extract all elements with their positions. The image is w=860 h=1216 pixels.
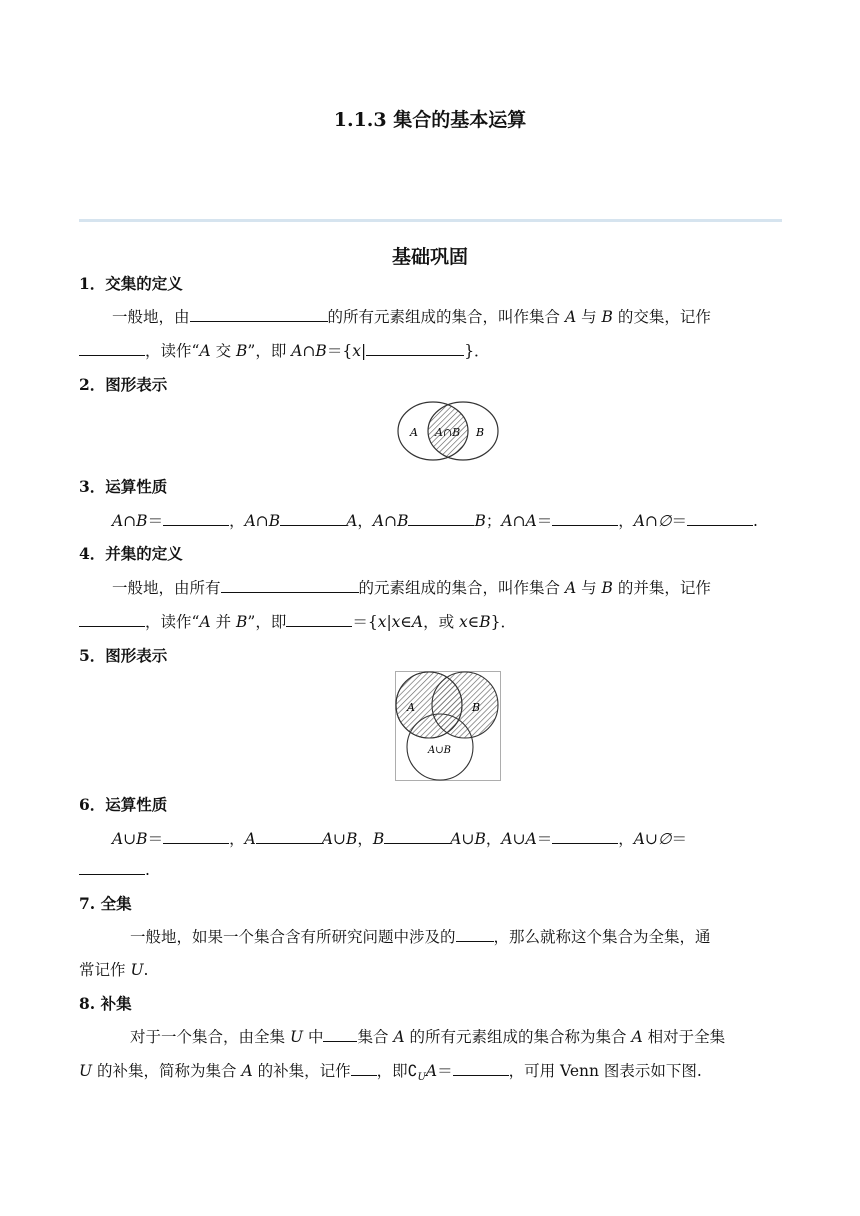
blank[interactable] [453,1061,509,1076]
heading-6: 6．运算性质 [79,795,168,814]
blank[interactable] [351,1061,377,1076]
blank[interactable] [366,341,464,356]
para-4-line-1: 一般地，由所有 的元素组成的集合，叫作集合 A 与 B 的并集，记作 [112,579,711,597]
para-4-line-2: ，读作“A 并 B”，即 ＝{x|x∈A，或 x∈B}． [79,610,516,632]
heading-2: 2．图形表示 [79,375,168,394]
para-8-line-2: U 的补集，简称为集合 A 的补集，记作 ，即$∁_UA=$ ，可用 Venn 图表示如下图. [79,1062,702,1084]
blank[interactable] [456,927,494,942]
para-1-line-1: 一般地，由 的所有元素组成的集合，叫作集合 A 与 B 的交集，记作 [112,308,711,326]
label-aub: A∪B [428,745,451,756]
blank[interactable] [384,829,450,844]
blank[interactable] [687,511,753,526]
blank[interactable] [221,578,359,593]
section-title: 基础巩固 [391,246,468,268]
blank[interactable] [79,341,145,356]
para-6-line-2: . [79,860,150,879]
heading-4: 4．并集的定义 [79,544,183,563]
heading-3: 3．运算性质 [79,477,168,496]
para-8-line-1: 对于一个集合，由全集 U 中 集合 A 的所有元素组成的集合称为集合 A 相对于全集 [130,1028,726,1046]
label-b: B [476,426,485,439]
blank[interactable] [552,511,618,526]
blank[interactable] [163,511,229,526]
blank[interactable] [256,829,322,844]
heading-5: 5．图形表示 [79,646,168,665]
blank[interactable] [163,829,229,844]
complement-symbol: ∁ [407,1062,418,1080]
blank[interactable] [408,511,474,526]
blank[interactable] [190,307,328,322]
label-a: A [407,701,415,714]
para-3: A∩B＝ ，A∩B A，A∩B B；A∩A＝ ，A∩∅＝ . [112,512,758,530]
blank[interactable] [552,829,618,844]
blank[interactable] [323,1027,357,1042]
label-b: B [472,701,481,714]
label-anb: A∩B [435,426,461,439]
heading-1: 1．交集的定义 [79,274,183,293]
divider [79,219,782,222]
label-a: A [410,426,418,439]
blank[interactable] [79,860,145,875]
blank[interactable] [286,612,352,627]
blank[interactable] [79,612,145,627]
page-title: 1.1.3 集合的基本运算 [333,109,527,131]
para-6-line-1: A∪B＝ ，A A∪B，B A∪B，A∪A＝ ，A∪∅＝ [112,830,687,848]
para-1-line-2: ，读作“A 交 B”，即 A∩B＝{x| }． [79,339,490,361]
heading-7: 7. 全集 [79,894,132,913]
venn-intersection-diagram [395,400,501,464]
para-7-line-1: 一般地，如果一个集合含有所研究问题中涉及的 ，那么就称这个集合为全集，通 [130,928,711,946]
venn-union-diagram [395,671,501,781]
heading-8: 8. 补集 [79,994,132,1013]
para-7-line-2: 常记作 U. [79,961,149,979]
blank[interactable] [280,511,346,526]
